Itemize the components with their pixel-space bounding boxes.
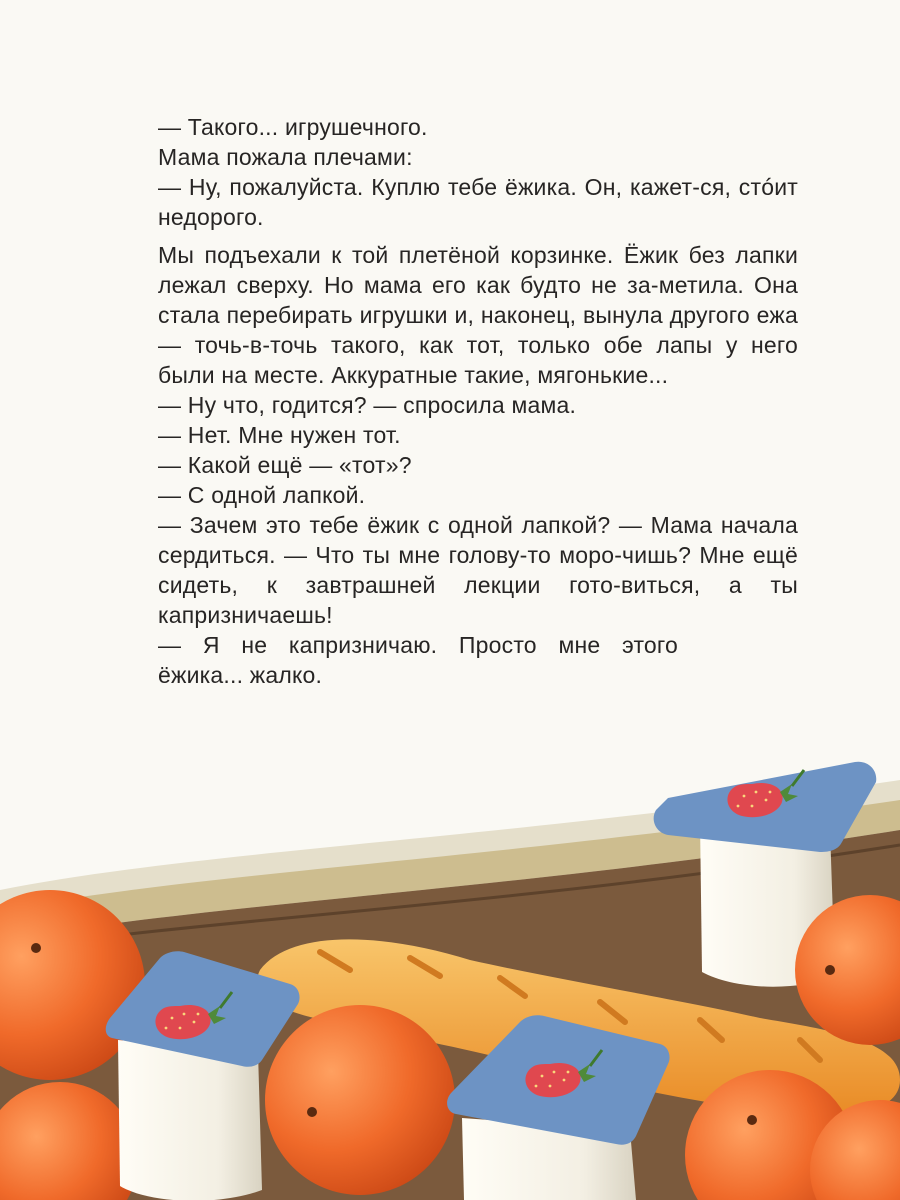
paragraph-7: — Какой ещё — «тот»? — [158, 452, 412, 478]
paragraph-9: — Зачем это тебе ёжик с одной лапкой? — Мама начала сердиться. — Что ты мне голову-то моро-чишь? Мне ещё сидеть, к завтрашней лекции гото-виться, а ты капризничаешь! — [158, 512, 798, 628]
story-text — [158, 112, 798, 690]
paragraph-4: Мы подъехали к той плетёной корзинке. Ёжик без лапки лежал сверху. Но мама его как будто не за-метила. Она стала перебирать игрушки и, наконец, вынула другого ежа — точь-в-точь такого, как тот, только обе лапы у него были на месте. Аккуратные такие, мягонькие... — [158, 242, 798, 388]
orange-center — [265, 1005, 455, 1195]
paragraph-8: — С одной лапкой. — [158, 482, 366, 508]
paragraph-10: — Я не капризничаю. Просто мне этого ёжика... жалко. — [158, 632, 678, 688]
paragraph-3: — Ну, пожалуйста. Куплю тебе ёжика. Он, кажет-ся, стóит недорого. — [158, 174, 798, 230]
paragraph-2: Мама пожала плечами: — [158, 144, 413, 170]
paragraph-1: — Такого... игрушечного. — [158, 114, 428, 140]
paragraph-5: — Ну что, годится? — спросила мама. — [158, 392, 577, 418]
paragraph-6: — Нет. Мне нужен тот. — [158, 422, 401, 448]
grocery-illustration — [0, 700, 900, 1200]
